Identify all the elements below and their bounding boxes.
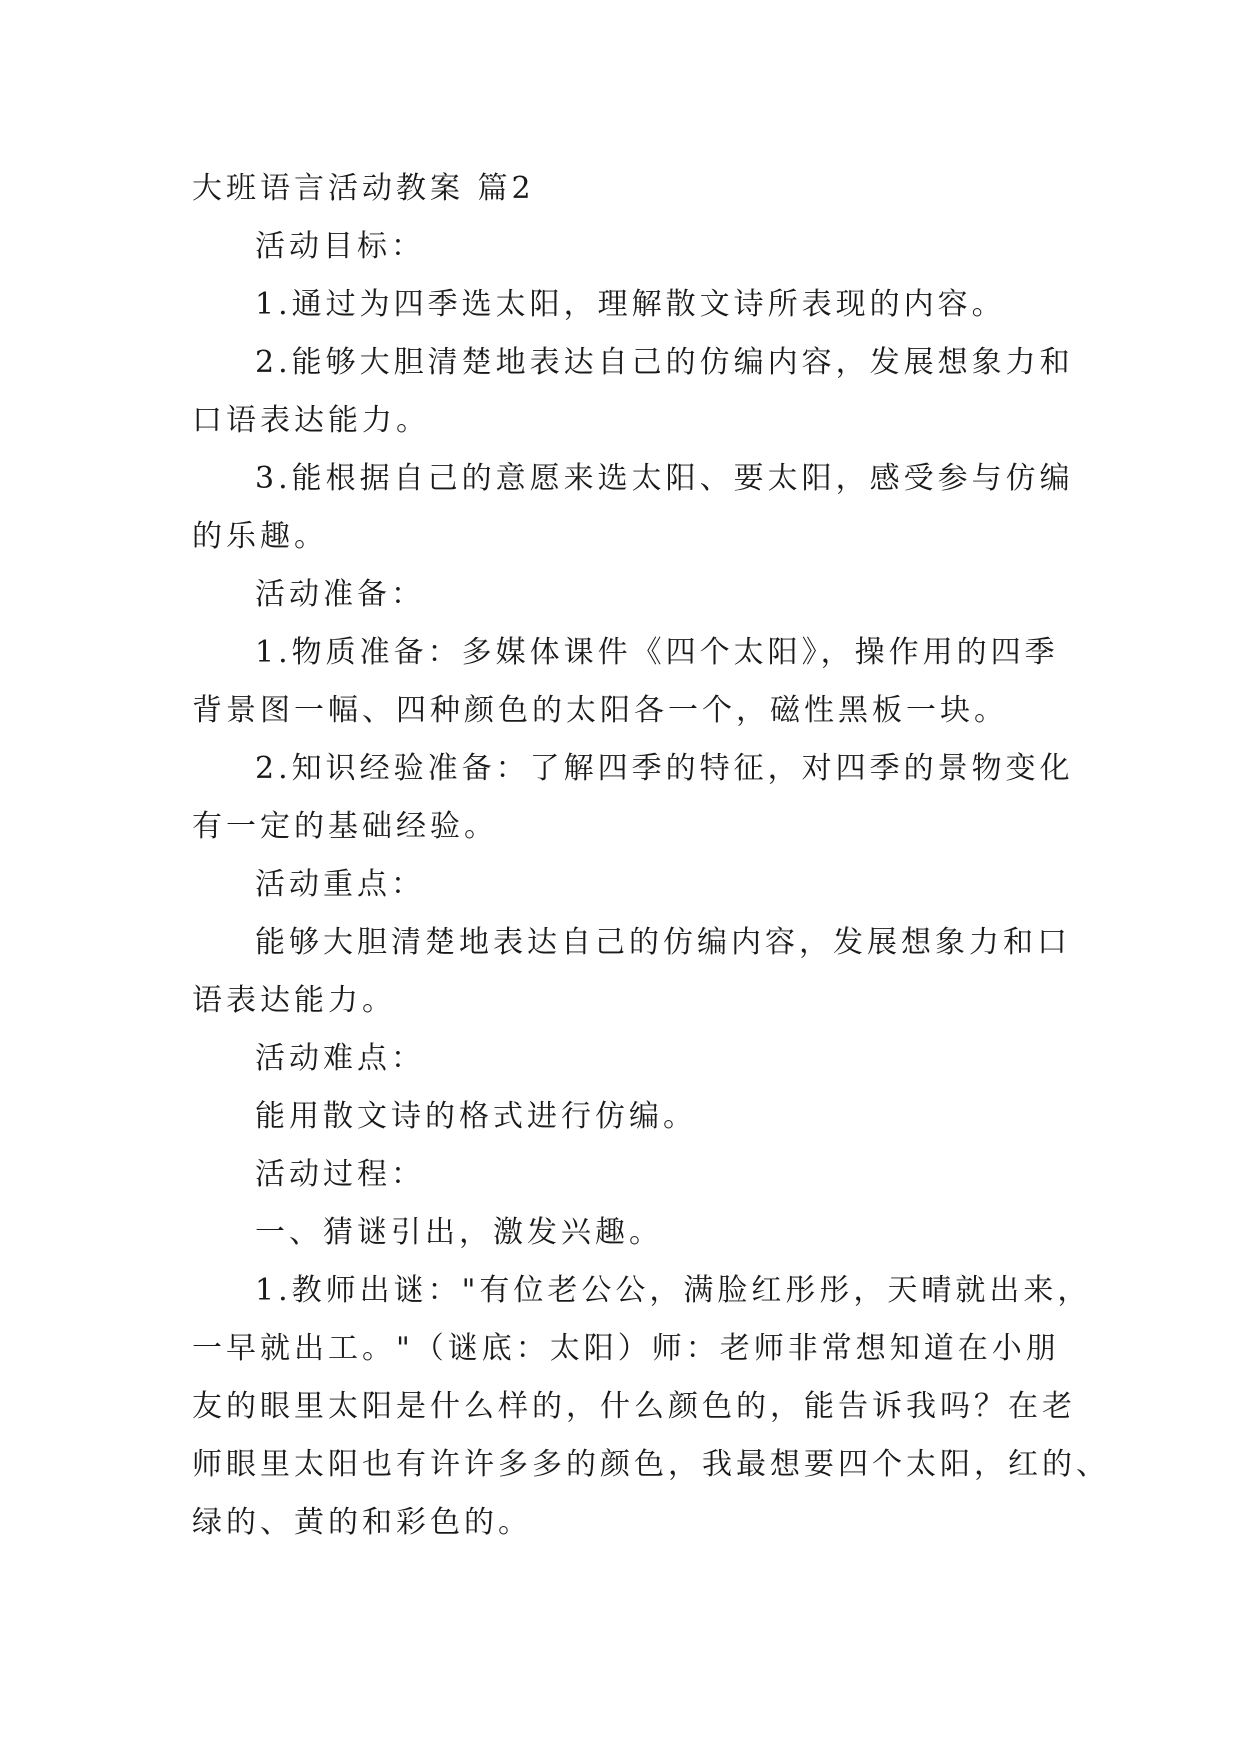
text-line: 有一定的基础经验。 [192, 809, 498, 844]
text-line: 口语表达能力。 [192, 403, 430, 438]
text-line: 能用散文诗的格式进行仿编。 [255, 1099, 697, 1134]
text-line: 1.物质准备：多媒体课件《四个太阳》，操作用的四季 [255, 635, 1059, 670]
text-line: 能够大胆清楚地表达自己的仿编内容，发展想象力和口 [255, 925, 1071, 960]
text-line: 1.教师出谜："有位老公公，满脸红彤彤，天晴就出来， [255, 1273, 1092, 1308]
text-line: 一、猜谜引出，激发兴趣。 [255, 1215, 663, 1250]
document-title: 大班语言活动教案 篇2 [192, 171, 535, 206]
text-line: 的乐趣。 [192, 519, 328, 554]
text-line: 活动难点： [255, 1041, 425, 1076]
text-line: 活动目标： [255, 229, 425, 264]
text-line: 活动过程： [255, 1157, 425, 1192]
text-line: 友的眼里太阳是什么样的，什么颜色的，能告诉我吗？在老 [192, 1389, 1076, 1424]
text-line: 一早就出工。"（谜底：太阳）师：老师非常想知道在小朋 [192, 1331, 1060, 1366]
text-line: 师眼里太阳也有许许多多的颜色，我最想要四个太阳，红的、 [192, 1447, 1110, 1482]
text-line: 语表达能力。 [192, 983, 396, 1018]
text-line: 2.知识经验准备：了解四季的特征，对四季的景物变化 [255, 751, 1074, 786]
text-line: 背景图一幅、四种颜色的太阳各一个，磁性黑板一块。 [192, 693, 1008, 728]
text-line: 2.能够大胆清楚地表达自己的仿编内容，发展想象力和 [255, 345, 1074, 380]
document-body [192, 160, 1110, 1552]
text-line: 1.通过为四季选太阳，理解散文诗所表现的内容。 [255, 287, 1006, 322]
text-line: 3.能根据自己的意愿来选太阳、要太阳，感受参与仿编 [255, 461, 1074, 496]
text-line: 活动准备： [255, 577, 425, 612]
text-line: 活动重点： [255, 867, 425, 902]
text-line: 绿的、黄的和彩色的。 [192, 1505, 532, 1540]
